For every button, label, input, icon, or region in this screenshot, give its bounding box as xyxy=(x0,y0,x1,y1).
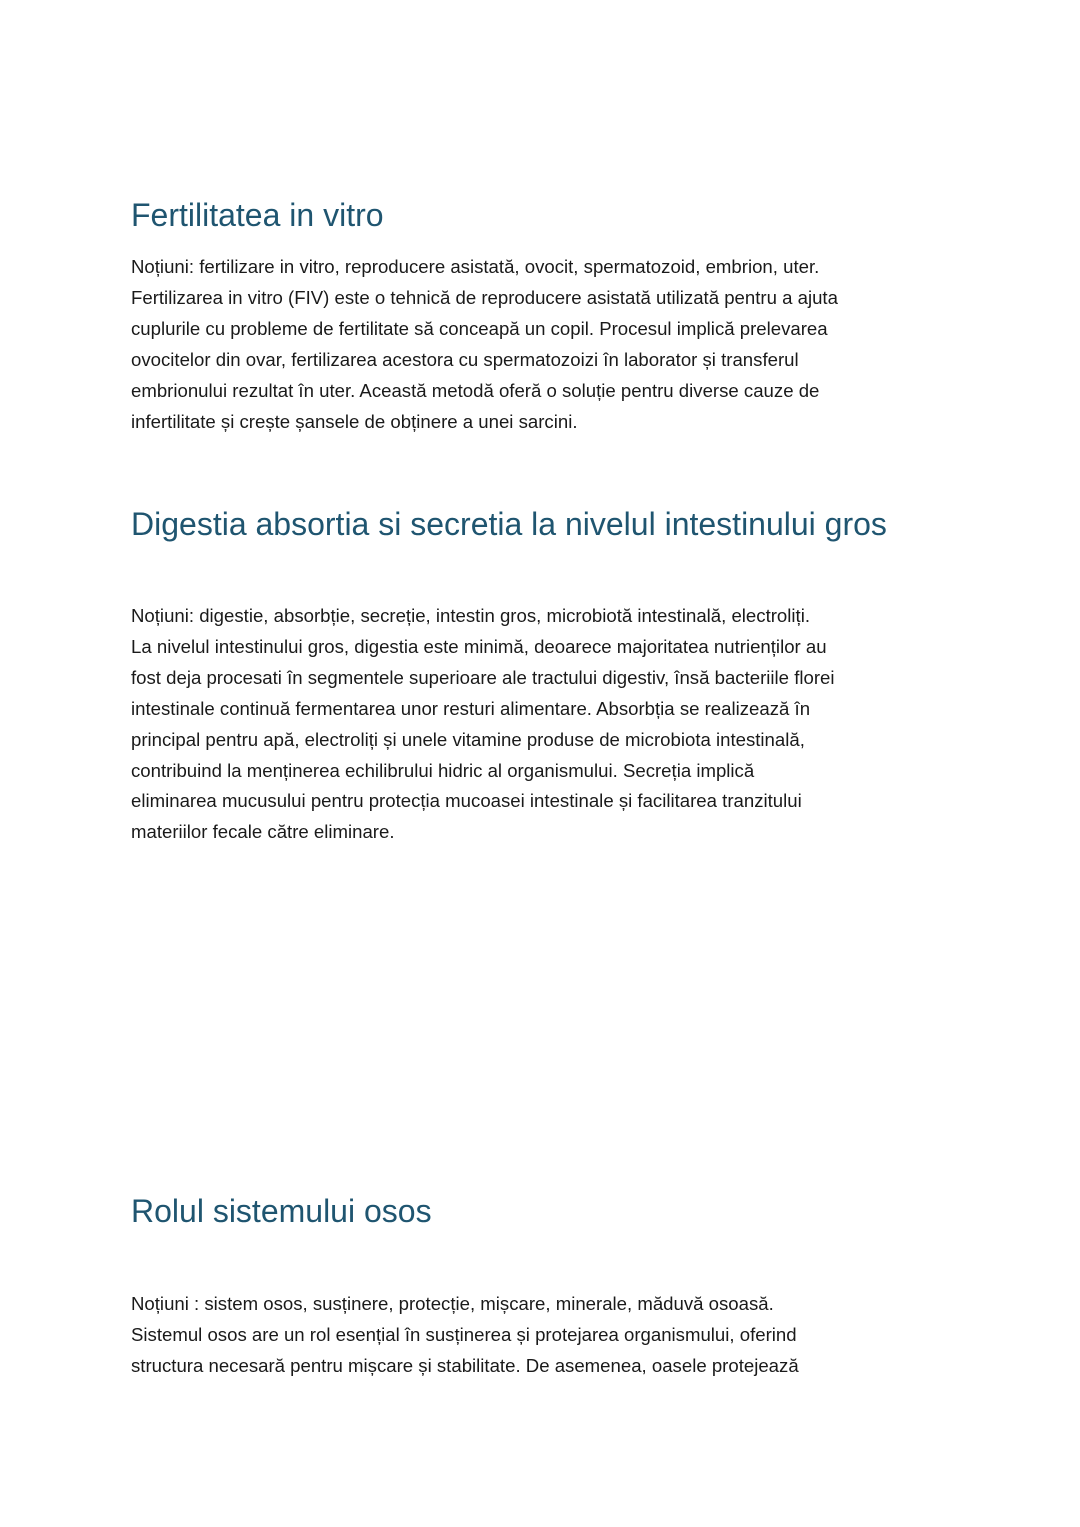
section-paragraph xyxy=(131,252,941,437)
section-fertilitatea xyxy=(131,195,951,437)
paragraph-line: fost deja procesati în segmentele superioare ale tractului digestiv, însă bacteriile florei xyxy=(131,666,835,688)
section-paragraph xyxy=(131,1289,941,1382)
section-paragraph xyxy=(131,601,941,848)
paragraph-line: embrionului rezultat în uter. Această metodă oferă o soluție pentru diverse cauze de xyxy=(131,379,820,401)
section-intestin-gros xyxy=(131,504,951,848)
paragraph-line: materiilor fecale către eliminare. xyxy=(131,821,395,843)
paragraph-line: La nivelul intestinului gros, digestia este minimă, deoarece majoritatea nutrienților au xyxy=(131,635,827,657)
section-title: Rolul sistemului osos xyxy=(131,1193,432,1229)
paragraph-line: principal pentru apă, electroliți și unele vitamine produse de microbiota intestinală, xyxy=(131,728,805,750)
paragraph-line: Noțiuni : sistem osos, susținere, protecție, mișcare, minerale, măduvă osoasă. xyxy=(131,1293,774,1314)
paragraph-line: Noțiuni: fertilizare in vitro, reproducere asistată, ovocit, spermatozoid, embrion, uter. xyxy=(131,256,820,277)
paragraph-line: Noțiuni: digestie, absorbție, secreție, intestin gros, microbiotă intestinală, electroliți. xyxy=(131,605,810,626)
section-title: Fertilitatea in vitro xyxy=(131,197,384,233)
paragraph-line: ovocitelor din ovar, fertilizarea acestora cu spermatozoizi în laborator și transferul xyxy=(131,348,799,370)
paragraph-line: eliminarea mucusului pentru protecția mucoasei intestinale și facilitarea tranzitului xyxy=(131,790,802,812)
paragraph-line: Fertilizarea in vitro (FIV) este o tehnică de reproducere asistată utilizată pentru a ajuta xyxy=(131,286,838,308)
paragraph-line: cuplurile cu probleme de fertilitate să conceapă un copil. Procesul implică prelevarea xyxy=(131,317,828,339)
paragraph-line: structura necesară pentru mișcare și stabilitate. De asemenea, oasele protejează xyxy=(131,1354,799,1376)
paragraph-line: contribuind la menținerea echilibrului hidric al organismului. Secreția implică xyxy=(131,759,755,781)
paragraph-line: Sistemul osos are un rol esențial în susținerea și protejarea organismului, oferind xyxy=(131,1323,797,1345)
section-title: Digestia absortia si secretia la nivelul intestinului gros xyxy=(131,506,887,542)
paragraph-line: infertilitate și crește șansele de obținere a unei sarcini. xyxy=(131,410,578,432)
paragraph-line: intestinale continuă fermentarea unor resturi alimentare. Absorbția se realizează în xyxy=(131,697,811,719)
section-sistem-osos xyxy=(131,1191,951,1382)
